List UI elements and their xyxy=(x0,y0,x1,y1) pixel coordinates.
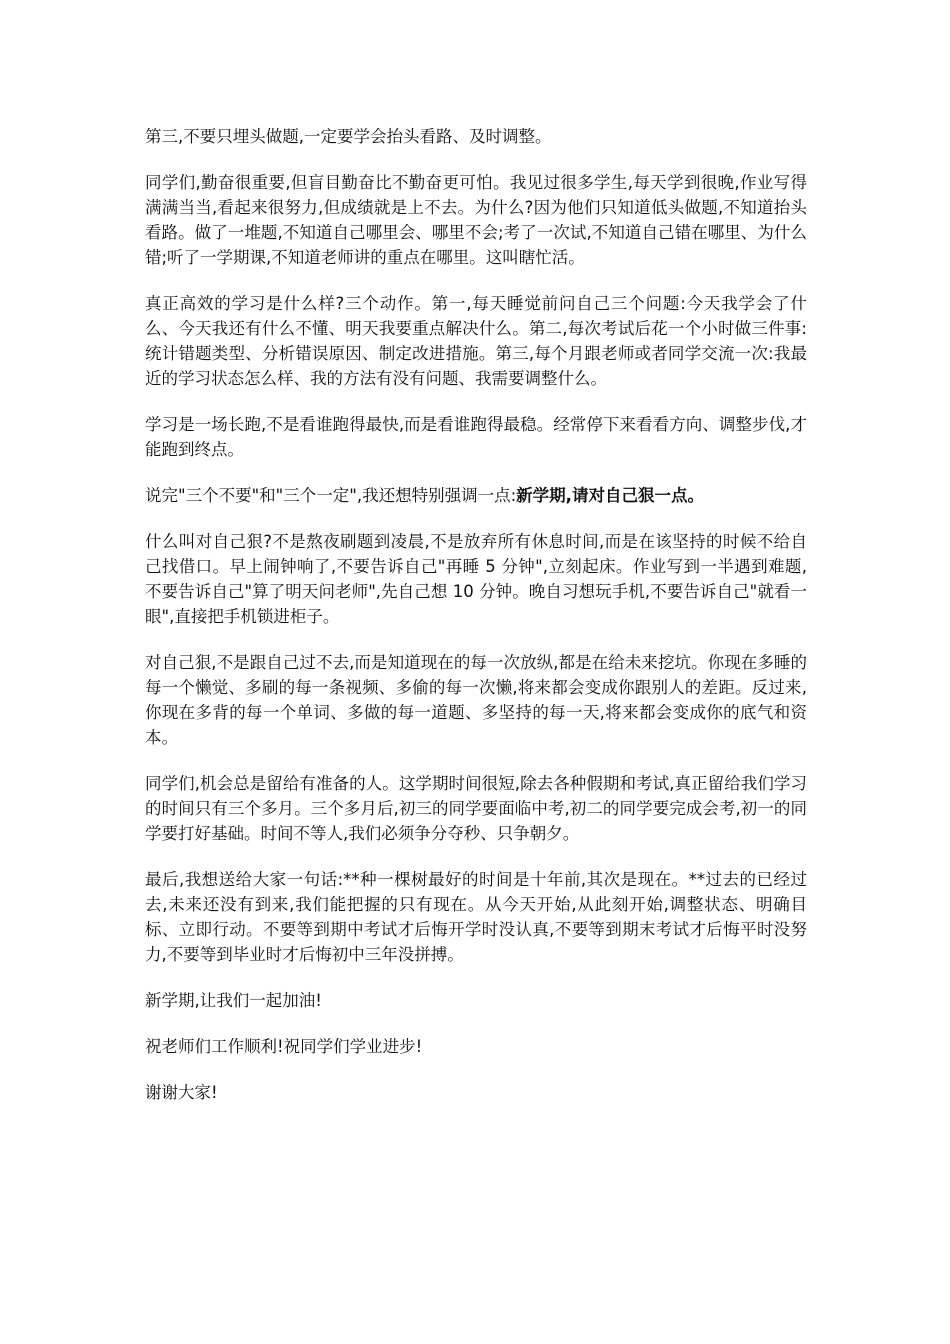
emphasis-bold-text: 新学期,请对自己狠一点。 xyxy=(516,486,704,505)
paragraph: 新学期,让我们一起加油! xyxy=(145,991,322,1010)
paragraph: 谢谢大家! xyxy=(145,1083,218,1102)
document-body xyxy=(145,124,807,1126)
paragraph: 祝老师们工作顺利!祝同学们学业进步! xyxy=(145,1037,423,1056)
paragraph: 什么叫对自己狠?不是熬夜刷题到凌晨,不是放弃所有休息时间,而是在该坚持的时候不给自己找借口。早上闹钟响了,不要告诉自己"再睡 5 分钟",立刻起床。作业写到一半遇到难题,不要告诉自己"算了明天问老师",先自己想 10 分钟。晚自习想玩手机,不要告诉自己"就看一眼",直接把手机锁进柜子。 xyxy=(145,532,807,626)
emphasis-lead-text: 说完"三个不要"和"三个一定",我还想特别强调一点: xyxy=(145,486,517,505)
paragraph: 第三,不要只埋头做题,一定要学会抬头看路、及时调整。 xyxy=(145,127,552,146)
paragraph: 同学们,勤奋很重要,但盲目勤奋比不勤奋更可怕。我见过很多学生,每天学到很晚,作业写得满满当当,看起来很努力,但成绩就是上不去。为什么?因为他们只知道低头做题,不知道抬头看路。做了一堆题,不知道自己哪里会、哪里不会;考了一次试,不知道自己错在哪里、为什么错;听了一学期课,不知道老师讲的重点在哪里。这叫瞎忙活。 xyxy=(145,173,807,267)
emphasis-paragraph xyxy=(145,483,807,508)
paragraph: 同学们,机会总是留给有准备的人。这学期时间很短,除去各种假期和考试,真正留给我们学习的时间只有三个多月。三个多月后,初三的同学要面临中考,初二的同学要完成会考,初一的同学要打好基础。时间不等人,我们必须争分夺秒、只争朝夕。 xyxy=(145,774,807,843)
paragraph: 对自己狠,不是跟自己过不去,而是知道现在的每一次放纵,都是在给未来挖坑。你现在多睡的每一个懒觉、多刷的每一条视频、多偷的每一次懒,将来都会变成你跟别人的差距。反过来,你现在多背的每一个单词、多做的每一道题、多坚持的每一天,将来都会变成你的底气和资本。 xyxy=(145,653,807,747)
paragraph: 学习是一场长跑,不是看谁跑得最快,而是看谁跑得最稳。经常停下来看看方向、调整步伐,才能跑到终点。 xyxy=(145,415,807,459)
paragraph: 真正高效的学习是什么样?三个动作。第一,每天睡觉前问自己三个问题:今天我学会了什么、今天我还有什么不懂、明天我要重点解决什么。第二,每次考试后花一个小时做三件事:统计错题类型、分析错误原因、制定改进措施。第三,每个月跟老师或者同学交流一次:我最近的学习状态怎么样、我的方法有没有问题、我需要调整什么。 xyxy=(145,294,807,388)
paragraph: 最后,我想送给大家一句话:**种一棵树最好的时间是十年前,其次是现在。**过去的已经过去,未来还没有到来,我们能把握的只有现在。从今天开始,从此刻开始,调整状态、明确目标、立即行动。不要等到期中考试才后悔开学时没认真,不要等到期末考试才后悔平时没努力,不要等到毕业时才后悔初中三年没拼搏。 xyxy=(145,870,807,964)
